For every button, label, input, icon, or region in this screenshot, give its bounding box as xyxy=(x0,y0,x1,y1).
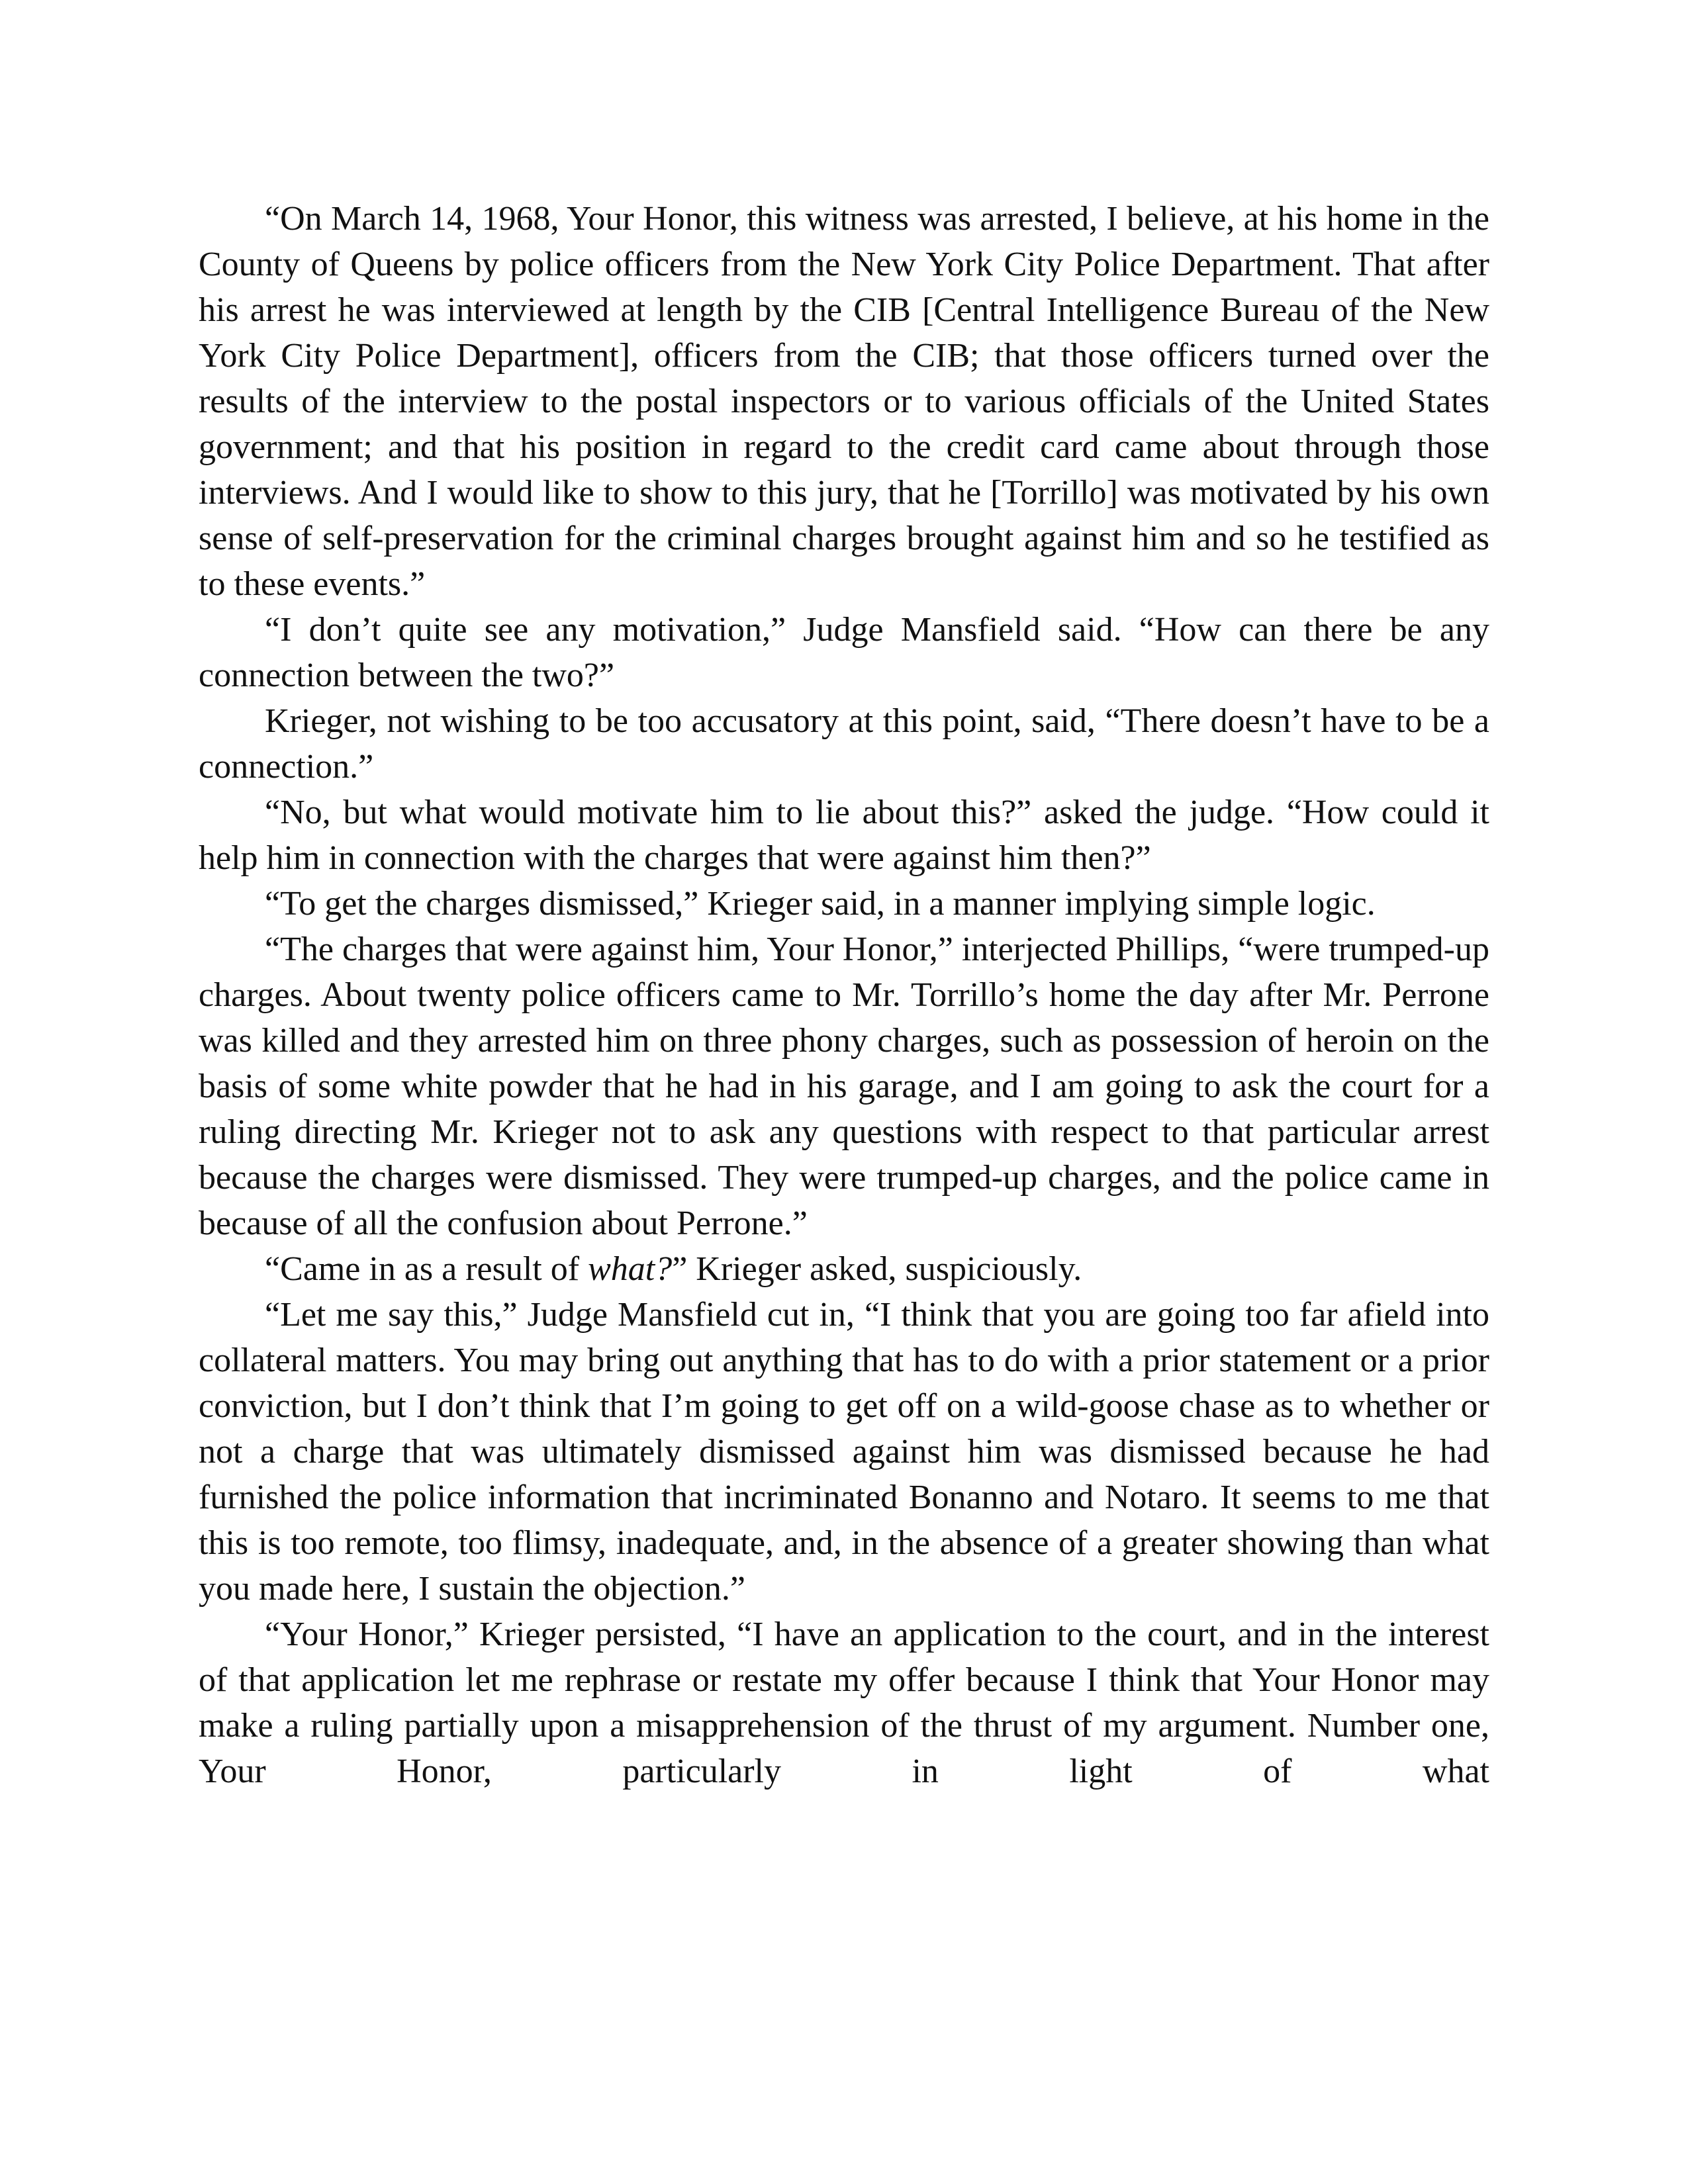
paragraph-judge-ruling: “Let me say this,” Judge Mansfield cut in, “I think that you are going too far afield into collateral matters. You may bring out anything that has to do with a prior statement or a prior conviction, but I don’t think that I’m going to get off on a wild-goose chase as to whether or not a charge that was ultimately dismissed against him was dismissed because he had furnished the police information that incriminated Bonanno and Notaro. It seems to me that this is too remote, too flimsy, inadequate, and, in the absence of a greater showing than what you made here, I sustain the objection.” xyxy=(199,1296,1489,1608)
paragraph-judge-motivation: “No, but what would motivate him to lie about this?” asked the judge. “How could it help him in connection with the charges that were against him then?” xyxy=(199,794,1489,877)
paragraph-prosecution-offer: “On March 14, 1968, Your Honor, this witness was arrested, I believe, at his home in the County of Queens by police officers from the New York City Police Department. That after his arrest he was interviewed at length by the CIB [Central Intelligence Bureau of the New York City Police Department], officers from the CIB; that those officers turned over the results of the interview to the postal inspectors or to various officials of the United States government; and that his position in regard to the credit card came about through those interviews. And I would like to show to this jury, that he [Torrillo] was motivated by his own sense of self-preservation for the criminal charges brought against him and so he testified as to these events.” xyxy=(199,200,1489,603)
paragraph-judge-question: “I don’t quite see any motivation,” Judge Mansfield said. “How can there be any connection between the two?” xyxy=(199,611,1489,694)
paragraph-krieger-application: “Your Honor,” Krieger persisted, “I have an application to the court, and in the interest of that application let me rephrase or restate my offer because I think that Your Honor may make a ruling partially upon a misapprehension of the thrust of my argument. Number one, Your Honor, particularly in light of what xyxy=(199,1615,1489,1790)
paragraph-phillips-interjection: “The charges that were against him, Your Honor,” interjected Phillips, “were trumped-up charges. About twenty police officers came to Mr. Torrillo’s home the day after Mr. Perrone was killed and they arrested him on three phony charges, such as possession of heroin on the basis of some white powder that he had in his garage, and I am going to ask the court for a ruling directing Mr. Krieger not to ask any questions with respect to that particular arrest because the charges were dismissed. They were trumped-up charges, and the police came in because of all the confusion about Perrone.” xyxy=(199,931,1489,1242)
emphasized-word: what? xyxy=(588,1250,673,1288)
paragraph-krieger-suspicious xyxy=(199,1246,1489,1292)
paragraph-krieger-dismissed: “To get the charges dismissed,” Krieger said, in a manner implying simple logic. xyxy=(265,885,1376,923)
paragraph-krieger-connection: Krieger, not wishing to be too accusatory at this point, said, “There doesn’t have to be a connection.” xyxy=(199,702,1489,786)
document-page xyxy=(199,196,1489,1794)
paragraph-text-before: “Came in as a result of xyxy=(265,1250,588,1288)
paragraph-text-after: ” Krieger asked, suspiciously. xyxy=(672,1250,1082,1288)
